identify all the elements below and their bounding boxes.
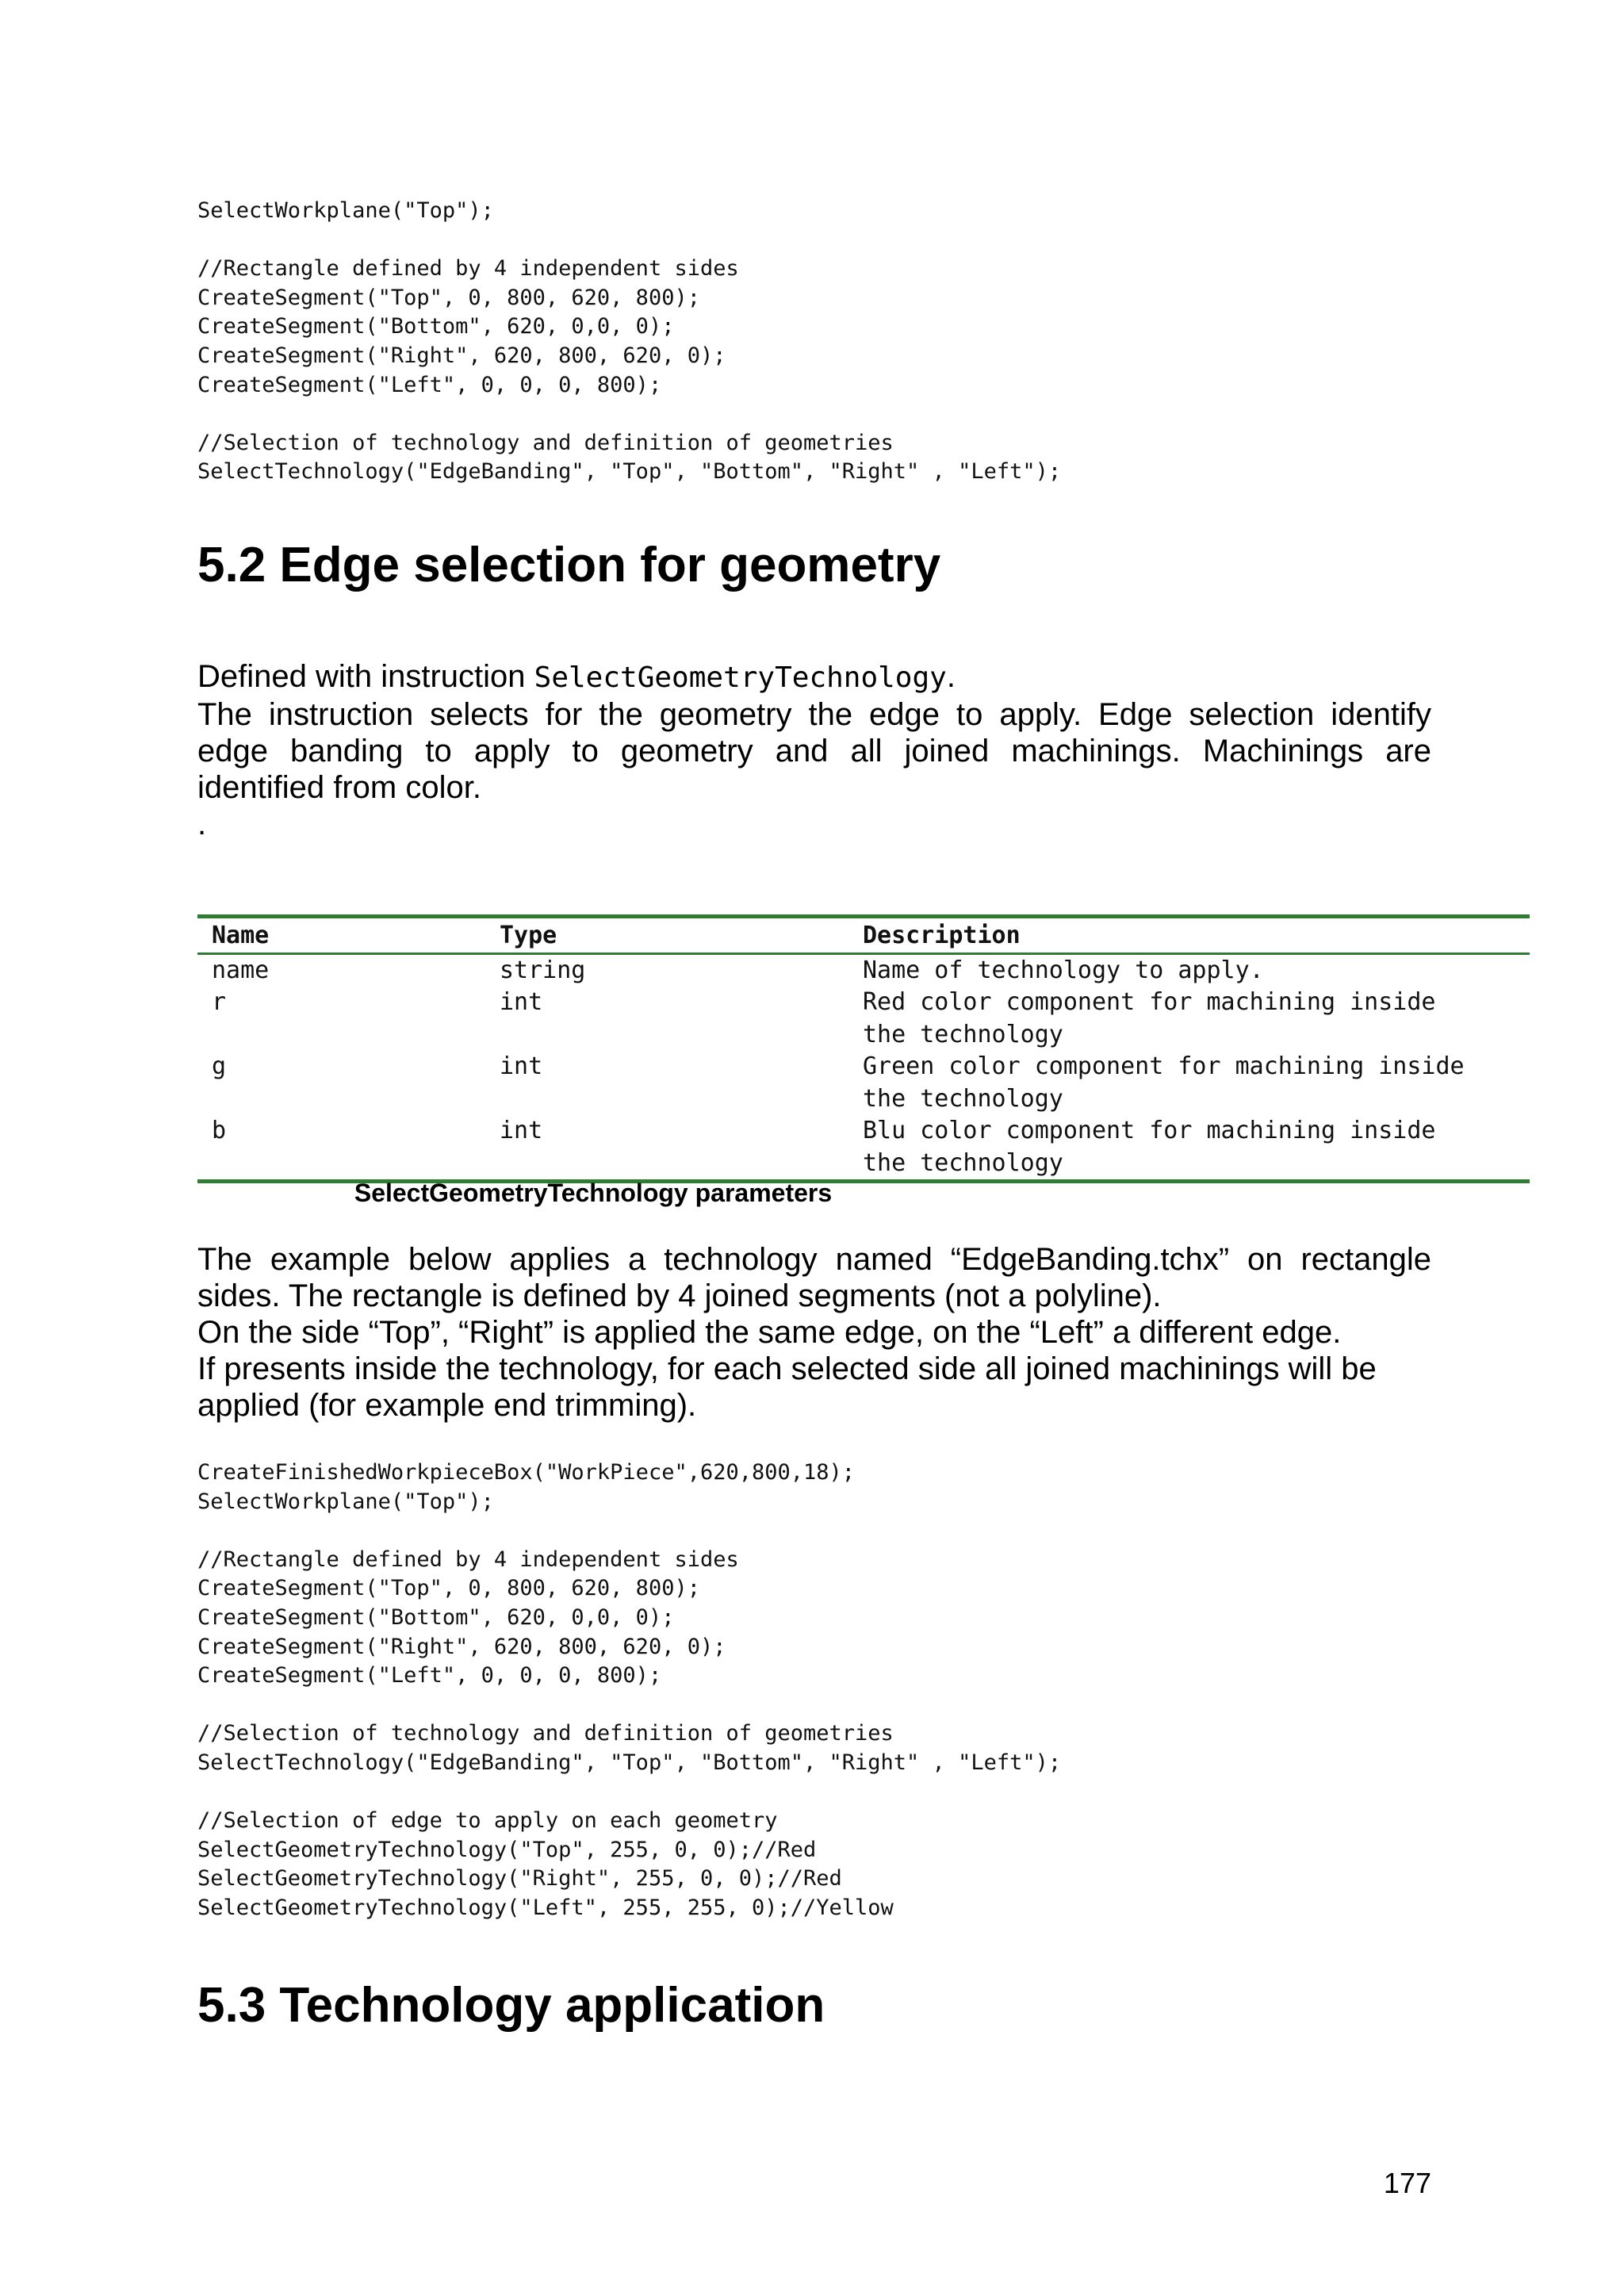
cell-description-cont: the technology (863, 1084, 1063, 1113)
cell-description (848, 1051, 1530, 1115)
cell-description (848, 953, 1530, 987)
intro-line-2: The instruction selects for the geometry the edge to apply. Edge selection identify (197, 697, 1431, 732)
example-line-3: On the side “Top”, “Right” is applied the same edge, on the “Left” a different edge. (197, 1315, 1342, 1350)
cell-type: string (500, 956, 586, 984)
cell-description (848, 1115, 1530, 1182)
intro-line-1 (197, 658, 1431, 696)
intro-line-1-text: Defined with instruction (197, 659, 534, 694)
cell-description (848, 987, 1530, 1051)
cell-description-text: Blu color component for machining inside (863, 1117, 1436, 1144)
code-block-example: CreateFinishedWorkpieceBox("WorkPiece",620,800,18); SelectWorkplane("Top"); //Rectangle defined by 4 independent sides CreateSegment("Top", 0, 800, 620, 800); CreateSegment("Bottom", 620, 0,0, 0); CreateSegment("Right", 620, 800, 620, 0); CreateSegment("Left", 0, 0, 0, 800); //Selection of technology and definition of geometries SelectTechnology("EdgeBanding", "Top", "Bottom", "Right" , "Left"); //Selection of edge to apply on each geometry SelectGeometryTechnology("Top", 255, 0, 0);//Red SelectGeometryTechnology("Right", 255, 0, 0);//Red SelectGeometryTechnology("Left", 255, 255, 0);//Yellow (197, 1460, 1062, 1920)
code-block-workplane-segments: SelectWorkplane("Top"); //Rectangle defined by 4 independent sides CreateSegment("Top", 0, 800, 620, 800); CreateSegment("Bottom", 620, 0,0, 0); CreateSegment("Right", 620, 800, 620, 0); CreateSegment("Left", 0, 0, 0, 800); //Selection of technology and definition of geometries SelectTechnology("EdgeBanding", "Top", "Bottom", "Right" , "Left"); (197, 198, 1062, 485)
example-line-4: If presents inside the technology, for each selected side all joined machinings will be (197, 1351, 1377, 1386)
cell-description-cont: the technology (863, 1148, 1063, 1177)
table-header-row (197, 917, 1530, 954)
page-number: 177 (1383, 2167, 1431, 2199)
intro-line-5: . (197, 807, 207, 841)
header-description: Description (863, 922, 1021, 949)
cell-description-text: Red color component for machining inside (863, 988, 1436, 1016)
cell-name: r (212, 988, 227, 1016)
header-type: Type (500, 922, 557, 949)
section-heading-5-3: 5.3 Technology application (197, 1978, 825, 2033)
parameters-table (197, 914, 1530, 1183)
cell-description-text: Green color component for machining inside (863, 1052, 1465, 1080)
intro-line-1-period: . (946, 659, 956, 694)
example-paragraph (197, 1241, 1431, 1424)
cell-description-cont: the technology (863, 1020, 1063, 1048)
table-row (197, 953, 1530, 987)
section-heading-5-2: 5.2 Edge selection for geometry (197, 538, 941, 592)
intro-line-3: edge banding to apply to geometry and all joined machinings. Machinings are (197, 734, 1431, 769)
cell-description-text: Name of technology to apply. (863, 956, 1264, 984)
intro-line-4: identified from color. (197, 770, 481, 805)
cell-name: b (212, 1117, 227, 1144)
table-row (197, 1051, 1530, 1115)
table-row (197, 987, 1530, 1051)
table-row (197, 1115, 1530, 1182)
example-line-2: sides. The rectangle is defined by 4 joined segments (not a polyline). (197, 1278, 1162, 1313)
cell-name: name (212, 956, 270, 984)
inline-code-instruction: SelectGeometryTechnology (534, 661, 947, 694)
header-name: Name (212, 922, 270, 949)
cell-type: int (500, 1117, 543, 1144)
example-line-5: applied (for example end trimming). (197, 1388, 697, 1423)
cell-type: int (500, 988, 543, 1016)
cell-name: g (212, 1052, 227, 1080)
table-caption-text: SelectGeometryTechnology parameters (354, 1179, 833, 1207)
intro-paragraph (197, 658, 1431, 842)
cell-type: int (500, 1052, 543, 1080)
example-line-1: The example below applies a technology named “EdgeBanding.tchx” on rectangle (197, 1242, 1431, 1277)
table-caption (197, 1177, 1431, 1209)
